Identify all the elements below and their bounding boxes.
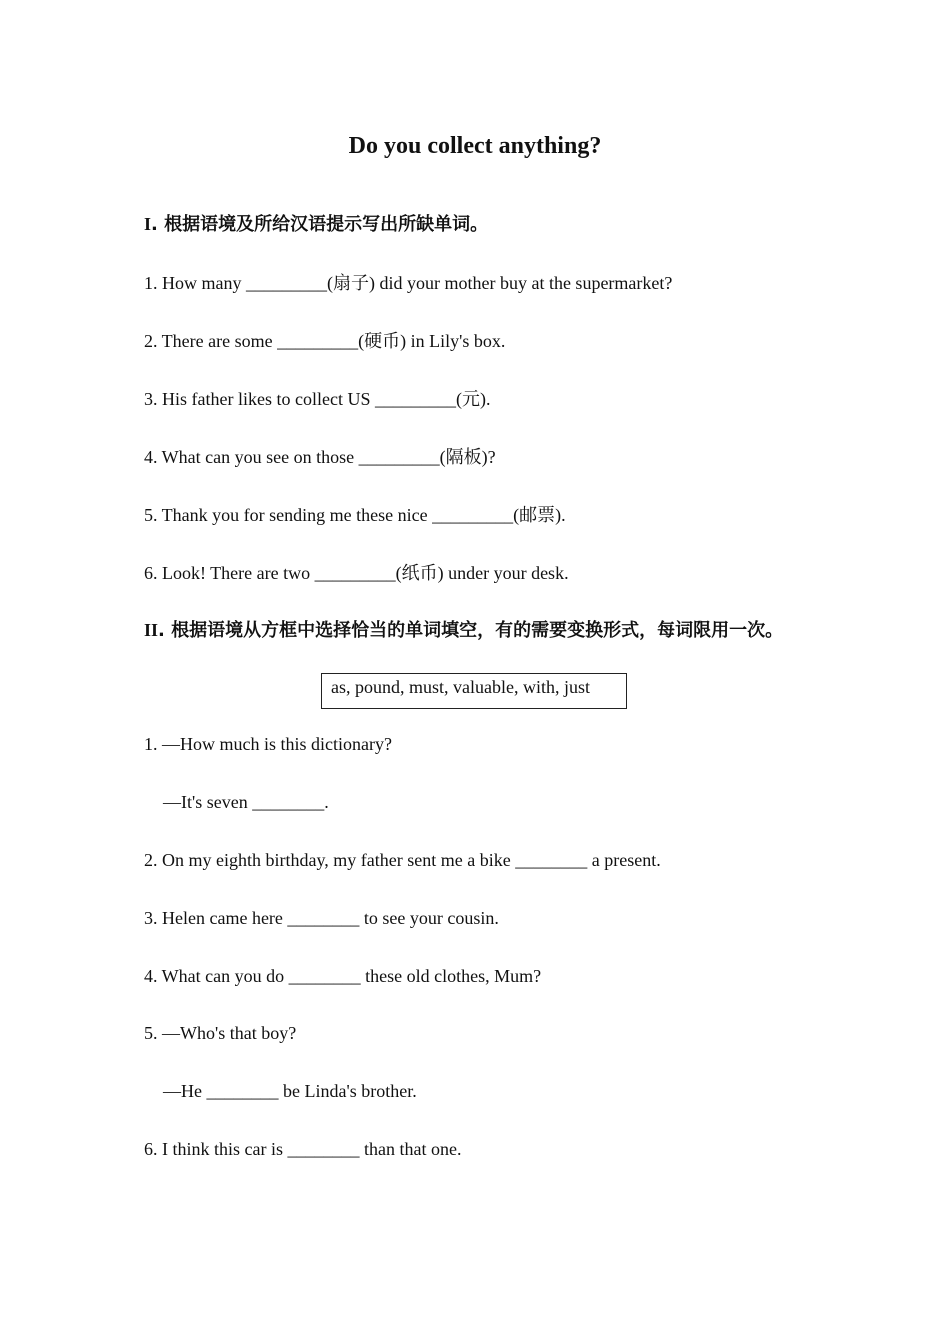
question-2-6: 6. I think this car is ________ than that one. (144, 1139, 462, 1159)
section-1-instruction: . 根据语境及所给汉语提示写出所缺单词。 (151, 214, 489, 235)
page-title: Do you collect anything? (348, 133, 602, 159)
section-1-heading (144, 210, 488, 236)
question-1-2: 2. There are some _________(硬币) in Lily's box. (144, 331, 506, 351)
question-2-1-answer: —It's seven ________. (163, 792, 329, 812)
word-bank-box: as, pound, must, valuable, with, just (321, 673, 627, 709)
question-2-2: 2. On my eighth birthday, my father sent me a bike ________ a present. (144, 850, 661, 870)
question-1-6: 6. Look! There are two _________(纸币) under your desk. (144, 563, 569, 583)
question-2-3: 3. Helen came here ________ to see your cousin. (144, 908, 499, 928)
section-1-number: I (144, 214, 152, 234)
section-2-heading (144, 616, 783, 642)
question-1-5: 5. Thank you for sending me these nice _________(邮票). (144, 505, 566, 525)
section-2-number: II (144, 620, 159, 640)
section-2-instruction: . 根据语境从方框中选择恰当的单词填空，有的需要变换形式，每词限用一次。 (158, 620, 784, 641)
question-2-5-answer: —He ________ be Linda's brother. (163, 1081, 417, 1101)
question-1-1: 1. How many _________(扇子) did your mother buy at the supermarket? (144, 273, 673, 293)
question-2-4: 4. What can you do ________ these old clothes, Mum? (144, 966, 542, 986)
question-2-1: 1. —How much is this dictionary? (144, 734, 392, 754)
question-1-3: 3. His father likes to collect US _________(元). (144, 389, 491, 409)
question-2-5: 5. —Who's that boy? (144, 1023, 297, 1043)
question-1-4: 4. What can you see on those _________(隔板)? (144, 447, 496, 467)
